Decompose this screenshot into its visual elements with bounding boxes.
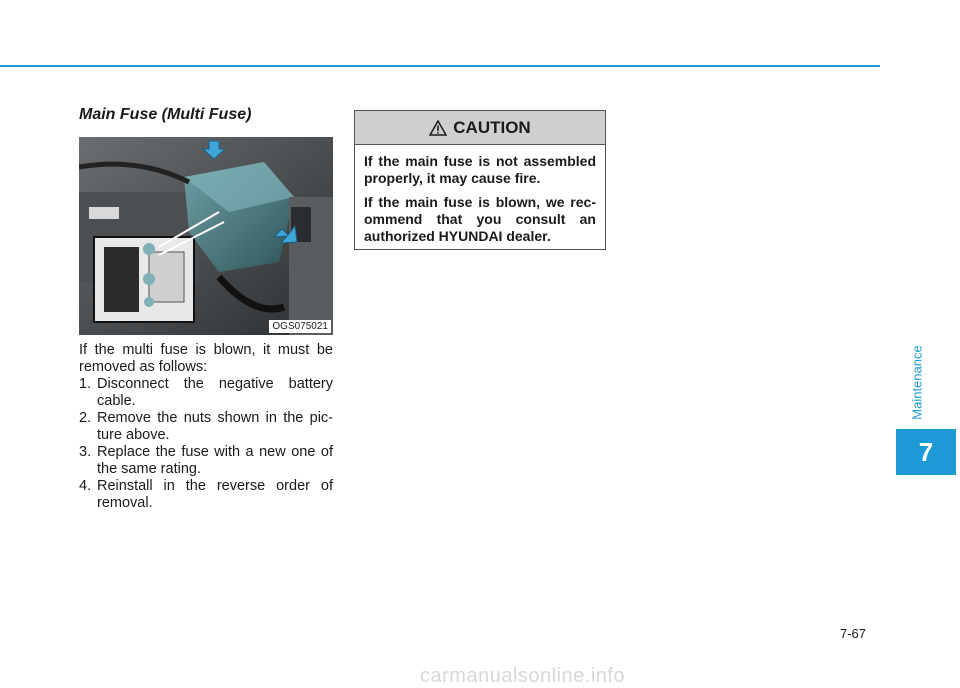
header-rule [0, 65, 880, 67]
instructions [79, 342, 333, 512]
fuse-box-photo [79, 137, 333, 335]
engine-bay-illustration [79, 137, 333, 335]
chapter-number: 7 [918, 436, 934, 467]
intro-text: If the multi fuse is blown, it must be removed as follows: [79, 342, 333, 375]
caution-heading: CAUTION [453, 117, 531, 137]
steps-list [79, 376, 333, 512]
watermark: carmanualsonline.info [420, 665, 626, 687]
chapter-label: Maintenance [909, 345, 925, 420]
step-item: 2. Remove the nuts shown in the pic-ture above. [79, 410, 333, 443]
step-item: 1. Disconnect the negative battery cable. [79, 376, 333, 409]
chapter-tab[interactable] [896, 429, 956, 475]
step-item: 3. Replace the fuse with a new one of the same rating. [79, 444, 333, 477]
caution-text [355, 145, 605, 245]
step-item: 4. Reinstall in the reverse order of removal. [79, 478, 333, 511]
section-title: Main Fuse (Multi Fuse) [79, 106, 252, 123]
figure-code: OGS075021 [269, 320, 331, 333]
warning-triangle-icon [429, 120, 447, 136]
caution-header [355, 111, 605, 145]
page-number: 7-67 [840, 626, 867, 641]
caution-paragraph: If the main fuse is not assembled properly, it may cause fire. [364, 153, 596, 186]
caution-paragraph: If the main fuse is blown, we rec-ommend that you consult an authorized HYUNDAI dealer. [364, 194, 596, 244]
caution-box [354, 110, 606, 250]
